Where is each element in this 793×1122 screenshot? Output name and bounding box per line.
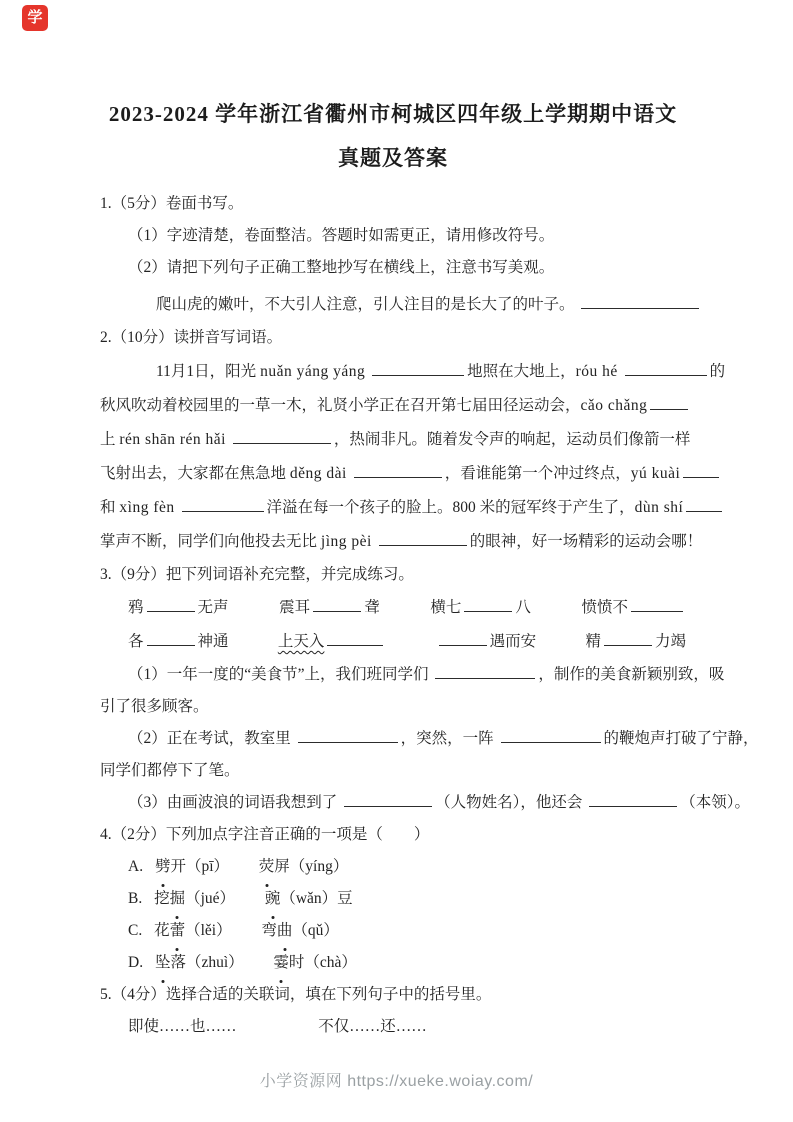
q3-item-1-cont: 引了很多顾客。 <box>100 698 209 715</box>
q2-text: 上 <box>100 431 120 448</box>
page-title <box>100 92 686 180</box>
q2-pinyin: děng dài <box>289 465 347 482</box>
answer-blank <box>439 631 487 646</box>
option-text: （jué） <box>185 890 236 907</box>
option-text: （qǔ） <box>292 922 339 939</box>
q2-line-1 <box>100 355 726 389</box>
answer-blank <box>625 361 707 376</box>
answer-blank <box>379 531 467 546</box>
dotted-char: 坠 <box>155 947 171 979</box>
answer-blank <box>298 728 398 743</box>
q1-item-2: （2）请把下列句子正确工整地抄写在横线上，注意书写美观。 <box>128 259 555 276</box>
q3-item-2-cont: 同学们都停下了笔。 <box>100 762 240 779</box>
q3-text: ，制作的美食新颖别致，吸 <box>538 666 725 683</box>
word-pre: 震耳 <box>279 599 311 616</box>
word-pre-wavy-underline: 上天入 <box>277 633 325 650</box>
question-5 <box>100 979 686 1043</box>
dotted-char: 掘 <box>170 883 186 915</box>
word-suf: 神通 <box>197 633 229 650</box>
answer-blank <box>435 664 535 679</box>
word-pre: 各 <box>128 633 144 650</box>
word-item <box>430 591 531 625</box>
q2-pinyin: rén shān rén hǎi <box>119 431 226 448</box>
option-text: 落（zhuì） <box>170 954 244 971</box>
question-1 <box>100 188 686 321</box>
q2-pinyin: yú kuài <box>630 465 681 482</box>
option-text: 弯 <box>261 922 277 939</box>
answer-blank <box>147 597 195 612</box>
q3-item-3 <box>100 787 751 819</box>
answer-blank <box>683 463 719 478</box>
q5-connectives <box>100 1011 686 1043</box>
answer-blank <box>589 792 677 807</box>
q4-option-c <box>100 915 686 947</box>
option-text: 屏（yíng） <box>274 858 349 875</box>
answer-blank <box>182 497 264 512</box>
q1-copy-sentence <box>100 289 686 321</box>
q3-text: （本领）。 <box>680 794 751 811</box>
q2-line-4 <box>100 457 686 491</box>
q3-text: （人物姓名），他还会 <box>435 794 587 811</box>
option-text: （lěi） <box>185 922 232 939</box>
page-footer <box>0 1068 793 1091</box>
option-label: C. <box>128 922 143 939</box>
q2-text: 的 <box>709 363 726 380</box>
q2-text: ，看谁能第一个冲过终点， <box>444 465 631 482</box>
site-logo-icon <box>22 5 48 31</box>
word-item <box>279 591 380 625</box>
answer-blank <box>233 429 331 444</box>
word-suf: 八 <box>515 599 531 616</box>
option-text: 开（pī） <box>170 858 230 875</box>
question-4 <box>100 819 686 979</box>
q3-text: （1）一年一度的“美食节”上，我们班同学们 <box>128 666 433 683</box>
q2-text: 秋风吹动着校园里的一草一木，礼贤小学正在召开第七届田径运动会， <box>100 397 581 414</box>
q5-stem: 5.（4分）选择合适的关联词，填在下列句子中的括号里。 <box>100 986 492 1003</box>
title-line-1: 2023-2024 学年浙江省衢州市柯城区四年级上学期期中语文 <box>108 102 678 126</box>
option-text: 花 <box>154 922 170 939</box>
answer-blank <box>327 631 383 646</box>
q2-pinyin: nuǎn yáng yáng <box>260 363 366 380</box>
dotted-char: 曲 <box>277 915 293 947</box>
answer-blank <box>581 294 699 309</box>
word-item <box>436 625 537 659</box>
q3-word-row-1 <box>100 591 686 625</box>
q2-text: ，热闹非凡。随着发令声的响起，运动员们像箭一样 <box>333 431 691 448</box>
word-pre: 鸦 <box>128 599 144 616</box>
dotted-char: 霎 <box>273 947 289 979</box>
word-item <box>128 625 229 659</box>
q1-item-1: （1）字迹清楚，卷面整洁。答题时如需更正，请用修改符号。 <box>128 227 555 244</box>
q2-line-5 <box>100 491 686 525</box>
q2-text: 飞射出去，大家都在焦急地 <box>100 465 290 482</box>
q2-text: 和 <box>100 499 120 516</box>
word-pre: 横七 <box>430 599 462 616</box>
q3-stem: 3.（9分）把下列词语补充完整，并完成练习。 <box>100 566 414 583</box>
q2-text: 洋溢在每一个孩子的脸上。800 米的冠军终于产生了， <box>266 499 635 516</box>
q3-word-row-2 <box>100 625 686 659</box>
q3-text: ，突然，一阵 <box>400 730 498 747</box>
word-suf: 力竭 <box>654 633 686 650</box>
connective-pair-2: 不仅……还…… <box>318 1018 427 1035</box>
q2-line-2 <box>100 389 686 423</box>
q4-option-d <box>100 947 686 979</box>
dotted-char: 劈 <box>155 851 171 883</box>
connective-pair-1: 即使……也…… <box>128 1018 237 1035</box>
answer-blank <box>344 792 432 807</box>
q3-text: （3）由画波浪的词语我想到了 <box>128 794 342 811</box>
answer-blank <box>686 497 722 512</box>
option-text: （wǎn）豆 <box>280 890 353 907</box>
footer-link[interactable]: 小学资源网 https://xueke.woiay.com/ <box>259 1073 534 1090</box>
word-suf: 遇而安 <box>489 633 537 650</box>
title-line-2: 真题及答案 <box>338 146 448 170</box>
answer-blank <box>354 463 442 478</box>
q2-pinyin: róu hé <box>575 363 618 380</box>
word-item-wavy <box>278 625 387 659</box>
option-text: 时（chà） <box>288 954 357 971</box>
q2-text: 掌声不断，同学们向他投去无比 <box>100 533 321 550</box>
word-item <box>128 591 229 625</box>
dotted-char: 豌 <box>265 883 281 915</box>
dotted-char: 荧 <box>259 851 275 883</box>
answer-blank <box>464 597 512 612</box>
option-label: A. <box>128 858 144 875</box>
q3-item-2 <box>100 723 759 755</box>
q2-stem: 2.（10分）读拼音写词语。 <box>100 329 283 346</box>
q4-stem: 4.（2分）下列加点字注音正确的一项是（ ） <box>100 826 430 843</box>
q1-stem: 1.（5分）卷面书写。 <box>100 195 244 212</box>
answer-blank <box>313 597 361 612</box>
q2-line-3 <box>100 423 691 457</box>
q4-option-b <box>100 883 686 915</box>
word-suf: 无声 <box>197 599 229 616</box>
q2-pinyin: xìng fèn <box>119 499 175 516</box>
question-2 <box>100 321 726 559</box>
dotted-char: 蕾 <box>170 915 186 947</box>
q2-text: 地照在大地上， <box>467 363 576 380</box>
option-text: 挖 <box>154 890 170 907</box>
q2-text: 11月1日，阳光 <box>156 363 261 380</box>
answer-blank <box>147 631 195 646</box>
option-label: D. <box>128 954 144 971</box>
answer-blank <box>372 361 464 376</box>
q2-pinyin: cǎo chǎng <box>580 397 648 414</box>
answer-blank <box>650 395 688 410</box>
q2-pinyin: dùn shí <box>634 499 684 516</box>
word-item <box>585 625 686 659</box>
answer-blank <box>501 728 601 743</box>
q2-line-6 <box>100 525 703 559</box>
q2-text: 的眼神，好一场精彩的运动会哪！ <box>469 533 703 550</box>
option-label: B. <box>128 890 143 907</box>
q3-text: （2）正在考试，教室里 <box>128 730 295 747</box>
q4-option-a <box>100 851 686 883</box>
answer-blank <box>604 631 652 646</box>
q3-item-1 <box>100 659 725 691</box>
question-3 <box>100 559 759 819</box>
answer-blank <box>631 597 683 612</box>
q3-text: 的鞭炮声打破了宁静， <box>603 730 759 747</box>
q1-sentence-text: 爬山虎的嫩叶，不大引人注意，引人注目的是长大了的叶子。 <box>156 296 575 313</box>
q2-pinyin: jìng pèi <box>320 533 372 550</box>
word-suf: 聋 <box>364 599 380 616</box>
word-pre: 精 <box>585 633 601 650</box>
word-pre: 愤愤不 <box>581 599 628 616</box>
logo-glyph: 学 <box>27 9 43 26</box>
word-item <box>581 591 686 625</box>
